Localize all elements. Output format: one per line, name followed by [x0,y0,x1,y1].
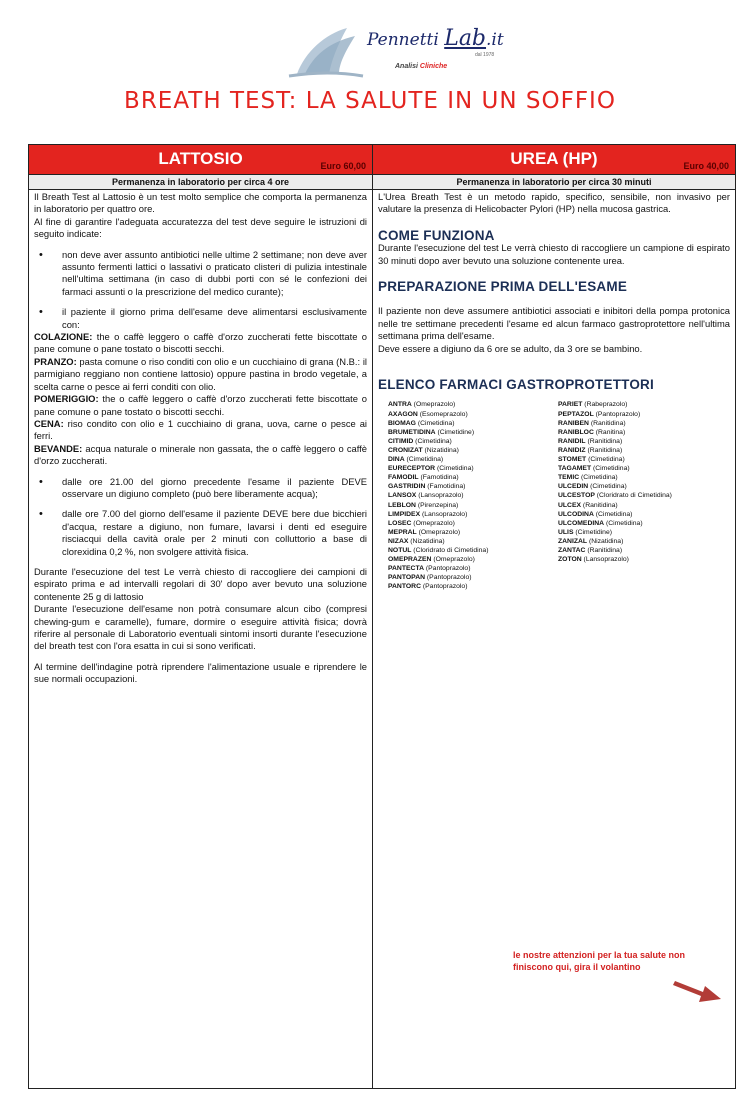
farmaco-item: EURECEPTOR (Cimetidina) [388,465,474,473]
come-funziona-text: Durante l'esecuzione del test Le verrà chiesto di raccogliere un campione di espirato 30 minuti dopo aver bevuto una soluzione contenente urea. [378,242,730,266]
farmaco-item: DINA (Cimetidina) [388,456,444,464]
farmaco-item: ULIS (Cimetidine) [558,528,613,536]
lattosio-price: Euro 60,00 [320,161,366,171]
farmaco-item: MEPRAL (Omeprazolo) [388,528,461,536]
urea-title: UREA (HP) [510,149,598,168]
farmaco-item: CRONIZAT (Nizatidina) [388,446,459,454]
farmaco-item: ULCEDIN (Cimetidina) [558,483,627,491]
farmaco-item: PEPTAZOL (Pantoprazolo) [558,410,641,418]
meal-bevande: BEVANDE: acqua naturale o minerale non gassata, the o caffè leggero o caffè d'orzo zuccherati. [34,442,367,467]
farmaco-item: LOSEC (Omeprazolo) [388,519,455,527]
farmaco-item: NOTUL (Cloridrato di Cimetidina) [388,546,489,554]
intro-text: Al fine di garantire l'adeguata accuratezza del test deve seguire le istruzioni di seguito indicate: [34,215,367,240]
meal-cena: CENA: riso condito con olio e 1 cucchiaino di grana, uova, carne o pesce ai ferri. [34,417,367,442]
urea-body [373,190,735,392]
urea-intro: L'Urea Breath Test è un metodo rapido, specifico, sensibile, non invasivo per valutare la presenza di Helicobacter Pylori (HP) nella mucosa gastrica. [378,191,730,215]
instruction-bullet: • non deve aver assunto antibiotici nelle ultime 2 settimane; non deve aver assunto fermenti lattici o lassativi o praticato clisteri di pulizia intestinale nell'ultima settimana (in caso di dubbi porti con sé le confezioni dei farmaci assunti o la prescrizione del medico curante); [34,249,367,299]
farmaco-item: PANTORC (Pantoprazolo) [388,583,468,591]
page-title: BREATH TEST: LA SALUTE IN UN SOFFIO [124,88,616,114]
farmaco-item: LANSOX (Lansoprazolo) [388,492,464,500]
farmaci-column [388,400,558,591]
logo-tagline: Analisi Cliniche [395,63,448,70]
farmaco-item: AXAGON (Esomeprazolo) [388,410,468,418]
section-heading-come-funziona: COME FUNZIONA [378,227,495,243]
farmaco-item: BRUMETIDINA (Cimetidine) [388,428,475,436]
logo-name: Pennetti Lab.it [367,26,504,51]
during-text: Durante l'esecuzione dell'esame non potrà consumare alcun cibo (compresi chewing-gum e caramelle), fumare, dormire o eseguire attività fisica; dovrà riferire al personale di Laboratorio eventuali sintomi insorti durante l'esecuzione del breath test con l'ora esatta in cui si sono verificati. [34,603,367,652]
farmaco-item: RANIBLOC (Ranitina) [558,428,626,436]
page-header [0,0,740,140]
urea-column [373,144,736,1089]
logo [285,22,525,82]
during-text: Durante l'esecuzione del test Le verrà chiesto di raccogliere dei campioni di espirato prima e ad intervalli regolari di 30' dopo aver bevuto una soluzione contenente 25 g di lattosio [34,565,367,602]
farmaco-item: GASTRIDIN (Famotidina) [388,483,466,491]
instruction-bullet: • dalle ore 21.00 del giorno precedente l'esame il paziente DEVE osservare un digiuno completo (può bere liberamente acqua); [34,476,367,501]
end-text: Al termine dell'indagine potrà riprendere l'alimentazione usuale e riprendere le sue normali occupazioni. [34,660,367,685]
farmaco-item: ULCODINA (Cimetidina) [558,510,633,518]
farmaci-list [373,400,735,591]
instruction-bullet: • il paziente il giorno prima dell'esame deve alimentarsi esclusivamente con: [34,306,367,331]
farmaco-item: ULCOMEDINA (Cimetidina) [558,519,643,527]
lattosio-subtitle: Permanenza in laboratorio per circa 4 ore [29,175,372,190]
preparazione-text: Il paziente non deve assumere antibiotici associati e inibitori della pompa protonica nelle tre settimane precedenti l'esame ed alcun farmaco gastroprotettore nell'ultima settimana prima dell'esame. [378,305,730,342]
farmaco-item: NIZAX (Nizatidina) [388,537,445,545]
farmaco-item: ZANIZAL (Nizatidina) [558,537,624,545]
farmaco-item: RANIDIZ (Ranitidina) [558,446,623,454]
farmaco-item: OMEPRAZEN (Omeprazolo) [388,556,475,564]
urea-header [373,145,735,175]
farmaco-item: TAGAMET (Cimetidina) [558,465,630,473]
farmaco-item: ZOTON (Lansoprazolo) [558,556,629,564]
farmaco-item: PANTOPAN (Pantoprazolo) [388,574,472,582]
sail-logo-icon [285,22,365,82]
section-heading-preparazione: PREPARAZIONE PRIMA DELL'ESAME [378,279,628,295]
farmaco-item: LIMPIDEX (Lansoprazolo) [388,510,468,518]
meal-pomeriggio: POMERIGGIO: the o caffè leggero o caffè d'orzo zuccherati fette biscottate o pane comune o pane tostato o biscotti secchi. [34,393,367,417]
lattosio-header [29,145,372,175]
farmaco-item: ULCEX (Ranitidina) [558,501,618,509]
logo-since: dal 1978 [475,52,495,58]
urea-subtitle: Permanenza in laboratorio per circa 30 minuti [373,175,735,190]
farmaco-item: ZANTAC (Ranitidina) [558,546,623,554]
back-page-notice: le nostre attenzioni per la tua salute non finiscono qui, gira il volantino [513,950,686,972]
arrow-down-right-icon [673,975,723,1003]
farmaco-item: ANTRA (Omeprazolo) [388,401,456,409]
lattosio-title: LATTOSIO [158,149,243,168]
instruction-bullet: • dalle ore 7.00 del giorno dell'esame il paziente DEVE bere due bicchieri d'acqua, restare a digiuno, non fumare, lavarsi i denti ed eseguire risciacqui della cavità orale per 2 minuti con colluttorio a base di clorexidina 0,2 %, non svolgere attività fisica. [34,508,367,558]
farmaco-item: TEMIC (Cimetidina) [558,474,618,482]
lattosio-column [28,144,373,1089]
meal-colazione: COLAZIONE: the o caffè leggero o caffè d'orzo zuccherati fette biscottate o pane comune o pane tostato o biscotti secchi. [34,331,367,355]
urea-price: Euro 40,00 [683,161,729,171]
farmaco-item: FAMODIL (Famotidina) [388,474,459,482]
meal-pranzo: PRANZO: pasta comune o riso conditi con olio e un cucchiaino di grana (N.B.: il parmigiano reggiano non contiene lattosio) oppure pastina in brodo vegetale, a scelta carne o pesce ai ferri conditi con olio. [34,355,367,392]
farmaco-item: LEBLON (Pirenzepina) [388,501,459,509]
section-heading-farmaci: ELENCO FARMACI GASTROPROTETTORI [378,377,654,393]
farmaco-item: STOMET (Cimetidina) [558,456,625,464]
lattosio-body [29,190,372,687]
intro-text: Il Breath Test al Lattosio è un test molto semplice che comporta la permanenza in laboratorio per quattro ore. [34,191,367,215]
farmaco-item: RANIBEN (Ranitidina) [558,419,626,427]
preparazione-text: Deve essere a digiuno da 6 ore se adulto, da 3 ore se bambino. [378,342,643,354]
farmaco-item: PARIET (Rabeprazolo) [558,401,628,409]
farmaco-item: CITIMID (Cimetidina) [388,437,452,445]
farmaco-item: BIOMAG (Cimetidina) [388,419,455,427]
farmaco-item: PANTECTA (Pantoprazolo) [388,565,471,573]
farmaco-item: RANIDIL (Ranitidina) [558,437,623,445]
farmaco-item: ULCESTOP (Cloridrato di Cimetidina) [558,492,672,500]
farmaci-column [558,400,728,591]
